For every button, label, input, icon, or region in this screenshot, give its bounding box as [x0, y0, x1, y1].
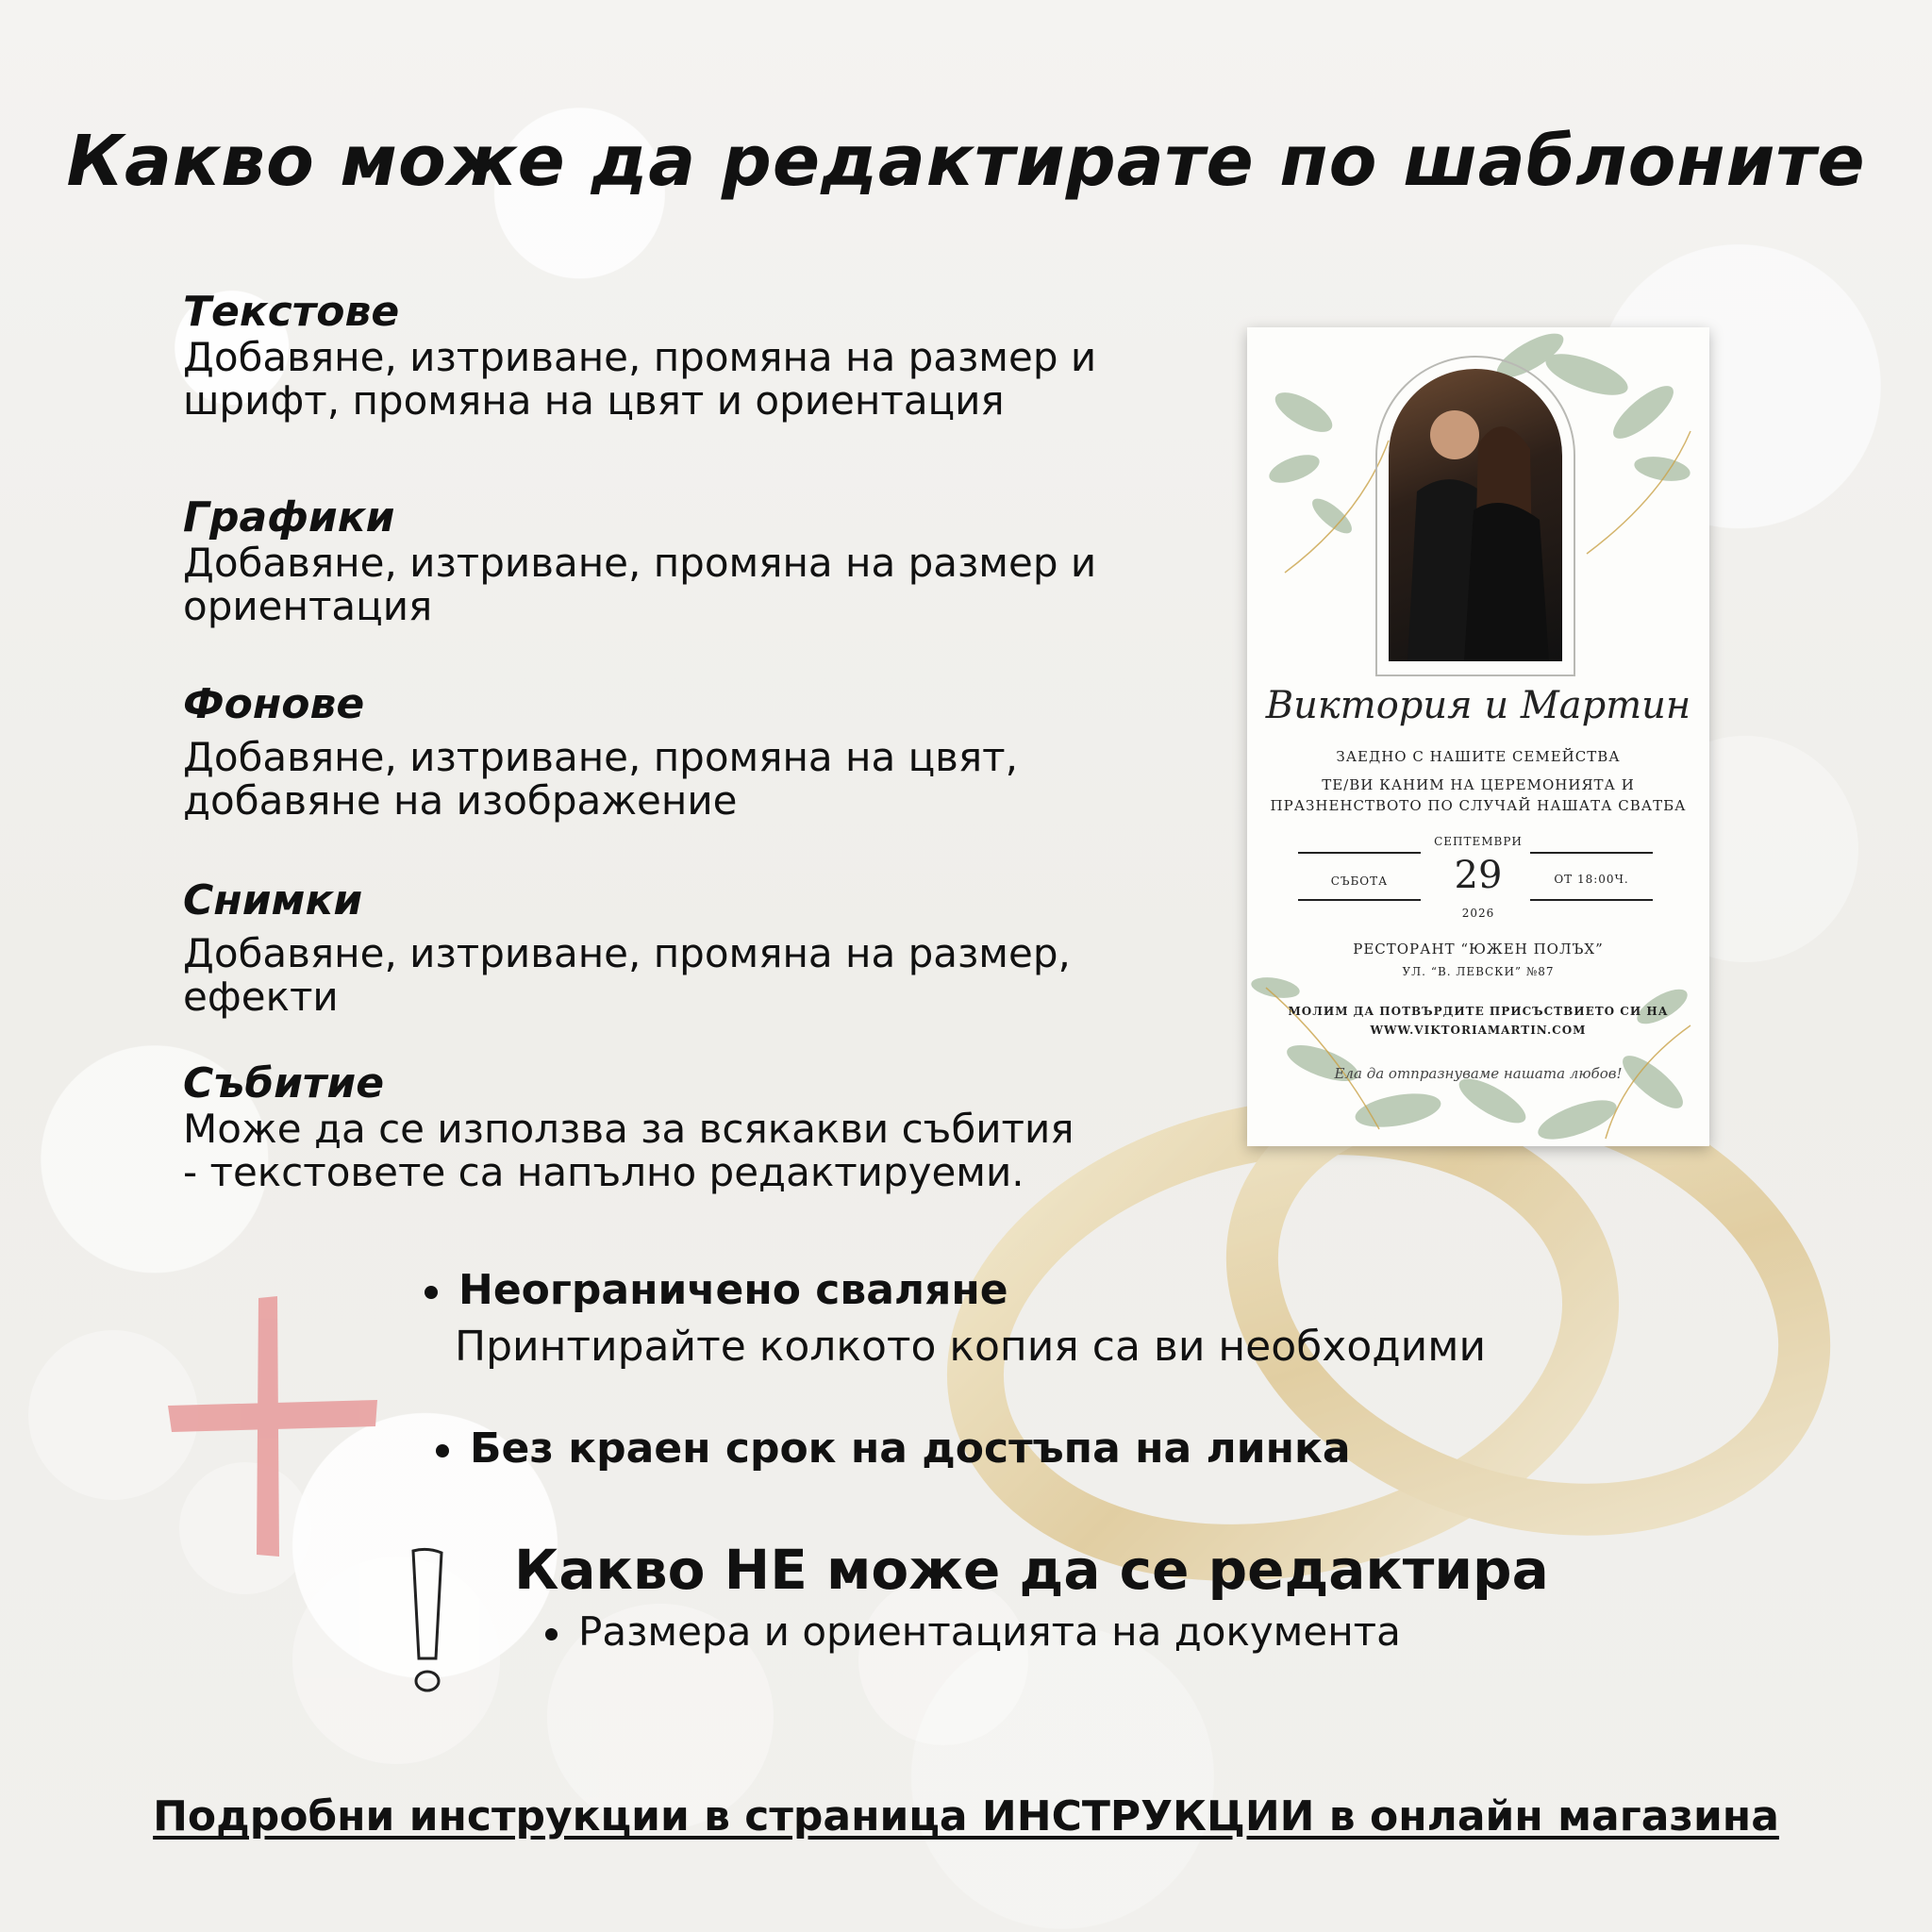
- exclamation-icon: [404, 1547, 451, 1698]
- venue-name: РЕСТОРАНТ “ЮЖЕН ПОЛЪХ”: [1353, 941, 1604, 958]
- bullet-text: Неограничено сваляне: [458, 1266, 1008, 1314]
- date-day: 29: [1454, 854, 1503, 897]
- bullet-unlimited-download: [425, 1266, 1008, 1314]
- invite-line3: ПРАЗНЕНСТВОТО ПО СЛУЧАЙ НАШАТА СВАТБА: [1270, 797, 1687, 814]
- feature-graphics: [183, 494, 1183, 628]
- feature-heading: Събитие: [183, 1059, 385, 1108]
- bullet-text: Без краен срок на достъпа на линка: [470, 1424, 1351, 1473]
- rsvp-line1: МОЛИМ ДА ПОТВЪРДИТЕ ПРИСЪСТВИЕТО СИ НА: [1288, 1005, 1669, 1018]
- date-year: 2026: [1461, 907, 1495, 920]
- feature-desc-line2: - текстовете са напълно редактируеми.: [183, 1149, 1024, 1195]
- date-divider: [1298, 899, 1421, 901]
- feature-heading: Графики: [183, 493, 395, 541]
- couple-names: Виктория и Мартин: [1265, 684, 1691, 727]
- rsvp-website: WWW.VIKTORIAMARTIN.COM: [1370, 1024, 1587, 1037]
- feature-heading: Снимки: [183, 876, 363, 924]
- feature-event: [183, 1060, 1183, 1194]
- feature-desc-line2: ориентация: [183, 583, 433, 629]
- bullet-dot: [425, 1286, 438, 1299]
- bullet-dot: [545, 1628, 558, 1641]
- not-editable-item: [545, 1608, 1401, 1655]
- event-time: ОТ 18:00Ч.: [1554, 873, 1629, 886]
- couple-photo: [1389, 369, 1562, 661]
- feature-desc-line1: Може да се използва за всякакви събития: [183, 1106, 1074, 1152]
- feature-backgrounds: [183, 681, 1183, 823]
- feature-desc-line2: добавяне на изображение: [183, 777, 738, 824]
- plus-icon: [166, 1294, 379, 1558]
- feature-desc-line1: Добавяне, изтриване, промяна на размер,: [183, 930, 1071, 976]
- not-editable-title: Какво НЕ може да се редактира: [514, 1538, 1549, 1602]
- feature-photos: [183, 877, 1183, 1019]
- date-divider: [1530, 899, 1653, 901]
- feature-desc-line1: Добавяне, изтриване, промяна на размер и: [183, 334, 1097, 380]
- date-weekday: СЪБОТА: [1330, 874, 1389, 888]
- venue-address: УЛ. “В. ЛЕВСКИ” №87: [1402, 965, 1555, 978]
- feature-texts: [183, 289, 1183, 423]
- feature-desc-line2: ефекти: [183, 974, 339, 1020]
- invite-line2: ТЕ/ВИ КАНИМ НА ЦЕРЕМОНИЯТА И: [1322, 776, 1635, 793]
- invitation-preview: [1247, 327, 1709, 1146]
- date-month: СЕПТЕМВРИ: [1434, 835, 1523, 848]
- bullet-no-deadline: [436, 1424, 1351, 1473]
- not-editable-item-text: Размера и ориентацията на документа: [578, 1608, 1401, 1655]
- page-title: Какво може да редактирате по шаблоните: [66, 121, 1866, 202]
- invite-signature: Ела да отпразнуваме нашата любов!: [1334, 1065, 1623, 1082]
- feature-desc-line1: Добавяне, изтриване, промяна на цвят,: [183, 734, 1018, 780]
- feature-heading: Текстове: [183, 288, 400, 336]
- feature-desc-line2: шрифт, промяна на цвят и ориентация: [183, 377, 1005, 424]
- feature-heading: Фонове: [183, 680, 365, 728]
- instructions-link[interactable]: Подробни инструкции в страница ИНСТРУКЦИИ в онлайн магазина: [153, 1792, 1779, 1840]
- bullet-dot: [436, 1444, 449, 1457]
- feature-desc-line1: Добавяне, изтриване, промяна на размер и: [183, 540, 1097, 586]
- invite-line1: ЗАЕДНО С НАШИТЕ СЕМЕЙСТВА: [1336, 748, 1621, 765]
- bullet-unlimited-subtext: Принтирайте колкото копия са ви необходими: [455, 1323, 1487, 1371]
